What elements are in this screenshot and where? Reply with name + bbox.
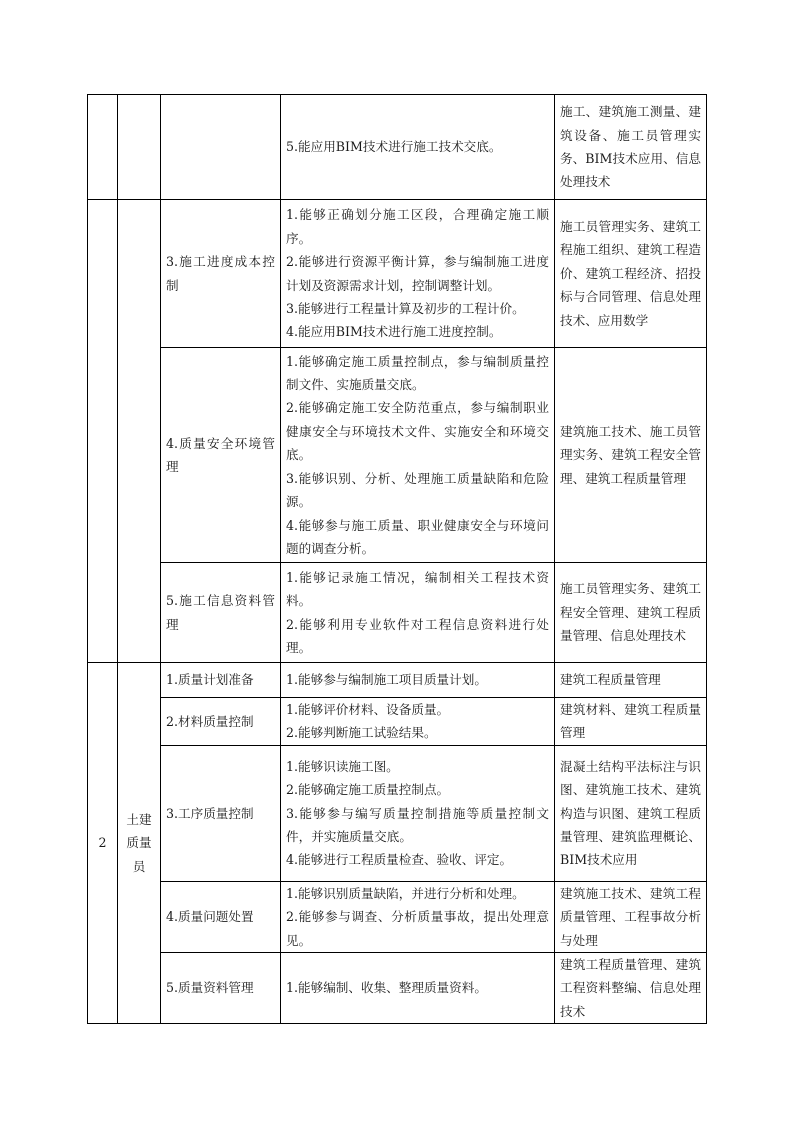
requirement-line: 3.能够参与编写质量控制措施等质量控制文件，并实施质量交底。: [286, 805, 549, 845]
requirement-line: 2.能够判断施工试验结果。: [286, 725, 437, 741]
row-number-cell: [88, 200, 118, 663]
requirement-line: 2.能够确定施工质量控制点。: [286, 782, 450, 798]
requirement-line: 2.能够参与调查、分析质量事故，提出处理意见。: [286, 909, 549, 948]
task-cell: [161, 95, 281, 200]
table-row: [88, 953, 707, 1024]
requirement-line: 1.能够记录施工情况，编制相关工程技术资料。: [286, 569, 549, 609]
requirement-line: 2.能够利用专业软件对工程信息资料进行处理。: [286, 616, 549, 655]
table-row: [88, 563, 707, 663]
courses-cell: 建筑施工技术、建筑工程质量管理、工程事故分析与处理: [555, 881, 707, 952]
requirement-line: 1.能够确定施工质量控制点，参与编制质量控制文件、实施质量交底。: [286, 353, 549, 393]
requirement-line: 3.能够进行工程量计算及初步的工程计价。: [286, 300, 525, 316]
requirement-line: 2.能够进行资源平衡计算，参与编制施工进度计划及资源需求计划，控制调整计划。: [286, 254, 549, 293]
requirement-line: 3.能够识别、分析、处理施工质量缺陷和危险源。: [286, 470, 549, 510]
task-cell: 3.工序质量控制: [161, 745, 281, 881]
courses-cell: 建筑工程质量管理: [555, 663, 707, 698]
table-row: [88, 663, 707, 698]
requirement-line: 1.能够评价材料、设备质量。: [286, 702, 450, 717]
requirements-cell: [281, 698, 555, 746]
requirement-line: 4.能应用BIM技术进行施工进度控制。: [286, 324, 502, 340]
task-cell: 2.材料质量控制: [161, 698, 281, 746]
courses-cell: 建筑施工技术、施工员管理实务、建筑工程安全管理、建筑工程质量管理: [555, 348, 707, 563]
table-row: [88, 698, 707, 746]
task-cell: 4.质量问题处置: [161, 881, 281, 952]
requirement-line: 1.能够参与编制施工项目质量计划。: [286, 672, 487, 688]
requirements-cell: [281, 745, 555, 881]
requirements-cell: [281, 953, 555, 1024]
qualification-table: [87, 94, 707, 1024]
requirement-line: 1.能够识读施工图。: [286, 758, 399, 774]
task-cell: 5.施工信息资料管理: [161, 563, 281, 663]
courses-cell: 混凝土结构平法标注与识图、建筑施工技术、建筑构造与识图、建筑工程质量管理、建筑监理概论、BIM技术应用: [555, 745, 707, 881]
post-cell: 土建质量员: [118, 663, 161, 1024]
courses-cell: 施工员管理实务、建筑工程施工组织、建筑工程造价、建筑工程经济、招投标与合同管理、信息处理技术、应用数学: [555, 200, 707, 348]
post-cell: [118, 200, 161, 663]
requirement-line: 1.能够编制、收集、整理质量资料。: [286, 980, 487, 996]
requirements-cell: [281, 348, 555, 563]
requirement-line: 4.能够参与施工质量、职业健康安全与环境问题的调查分析。: [286, 517, 549, 556]
row-number-cell: 2: [88, 663, 118, 1024]
requirement-line: 5.能应用BIM技术进行施工技术交底。: [286, 139, 502, 155]
table-row: [88, 95, 707, 200]
requirements-cell: [281, 563, 555, 663]
courses-cell: 建筑工程质量管理、建筑工程资料整编、信息处理技术: [555, 953, 707, 1024]
courses-cell: 施工员管理实务、建筑工程安全管理、建筑工程质量管理、信息处理技术: [555, 563, 707, 663]
requirements-cell: [281, 663, 555, 698]
row-number-cell: [88, 95, 118, 200]
requirements-cell: [281, 881, 555, 952]
requirement-line: 1.能够正确划分施工区段，合理确定施工顺序。: [286, 207, 549, 246]
requirement-line: 4.能够进行工程质量检查、验收、评定。: [286, 852, 513, 868]
table-row: [88, 348, 707, 563]
courses-cell: 施工、建筑施工测量、建筑设备、施工员管理实务、BIM技术应用、信息处理技术: [555, 95, 707, 200]
requirements-cell: [281, 200, 555, 348]
table-row: [88, 745, 707, 881]
task-cell: 4.质量安全环境管理: [161, 348, 281, 563]
table-row: [88, 200, 707, 348]
requirement-line: 2.能够确定施工安全防范重点，参与编制职业健康安全与环境技术文件、实施安全和环境交底。: [286, 400, 549, 463]
task-cell: 1.质量计划准备: [161, 663, 281, 698]
task-cell: 3.施工进度成本控制: [161, 200, 281, 348]
table-row: [88, 881, 707, 952]
requirements-cell: [281, 95, 555, 200]
task-cell: 5.质量资料管理: [161, 953, 281, 1024]
requirement-line: 1.能够识别质量缺陷，并进行分析和处理。: [286, 885, 525, 901]
courses-cell: 建筑材料、建筑工程质量管理: [555, 698, 707, 746]
post-cell: [118, 95, 161, 200]
